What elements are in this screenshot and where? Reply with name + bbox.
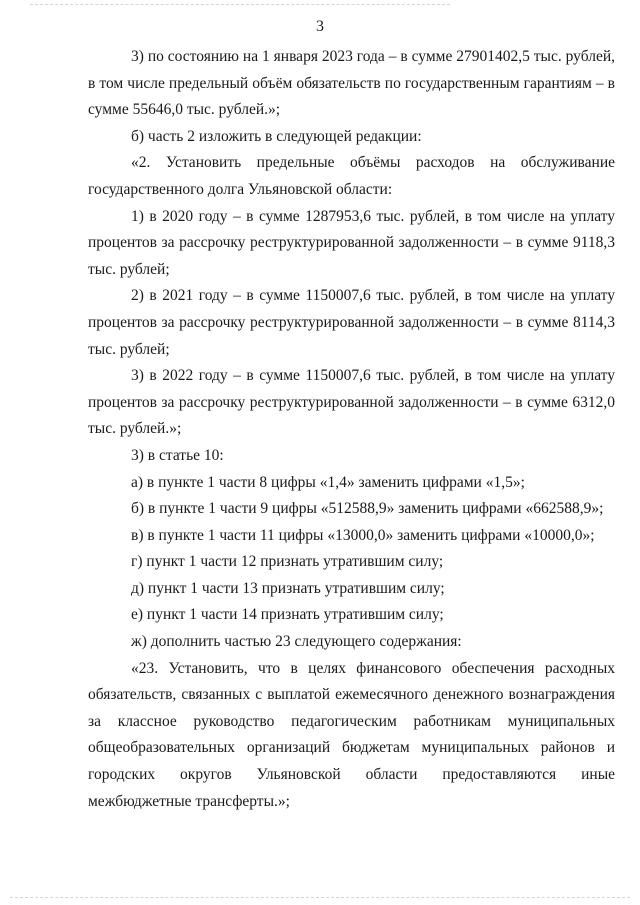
paragraph-article-10: 3) в статье 10: [131, 446, 224, 464]
list-item-a: а) в пункте 1 части 8 цифры «1,4» заменить цифрами «1,5»; [131, 473, 525, 491]
list-item-b: б) в пункте 1 части 9 цифры «512588,9» заменить цифрами «662588,9»; [131, 500, 604, 518]
list-item-e: е) пункт 1 части 14 признать утратившим силу; [131, 606, 444, 624]
document-body [88, 44, 615, 815]
paragraph-debt-service-limits: «2. Установить предельные объёмы расходов на обслуживание государственного долга Ульяновской области: [88, 154, 615, 198]
page-number: 3 [316, 18, 324, 35]
paragraph-2020: 1) в 2020 году – в сумме 1287953,6 тыс. рублей, в том числе на уплату процентов за рассрочку реструктурированной задолженности – в сумме 9118,3 тыс. рублей; [88, 207, 615, 278]
paragraph-2021: 2) в 2021 году – в сумме 1150007,6 тыс. рублей, в том числе на уплату процентов за рассрочку реструктурированной задолженности – в сумме 8114,3 тыс. рублей; [88, 287, 615, 358]
list-item-v: в) в пункте 1 части 11 цифры «13000,0» заменить цифрами «10000,0»; [131, 526, 595, 544]
paragraph-part-2-intro: б) часть 2 изложить в следующей редакции: [131, 127, 422, 145]
paragraph-part-23: «23. Установить, что в целях финансового обеспечения расходных обязательств, связанных с выплатой ежемесячного денежного вознаграждения за классное руководство педагогическим работникам муниципальных общеобразовательных организаций бюджетам муниципальных районов и городских округов Ульяновской области предоставляются иные межбюджетные трансферты.»; [88, 659, 615, 810]
list-item-zh: ж) дополнить частью 23 следующего содержания: [131, 633, 462, 651]
list-item-d: д) пункт 1 части 13 признать утратившим силу; [131, 579, 445, 597]
paragraph-debt-limit-2023: 3) по состоянию на 1 января 2023 года – в сумме 27901402,5 тыс. рублей, в том числе предельный объём обязательств по государственным гарантиям – в сумме 55646,0 тыс. рублей.»; [88, 48, 615, 119]
scan-edge-bottom [10, 897, 630, 899]
scan-edge-top [30, 4, 450, 6]
paragraph-2022: 3) в 2022 году – в сумме 1150007,6 тыс. рублей, в том числе на уплату процентов за рассрочку реструктурированной задолженности – в сумме 6312,0 тыс. рублей.»; [88, 367, 615, 438]
list-item-g: г) пункт 1 части 12 признать утратившим силу; [131, 553, 444, 571]
